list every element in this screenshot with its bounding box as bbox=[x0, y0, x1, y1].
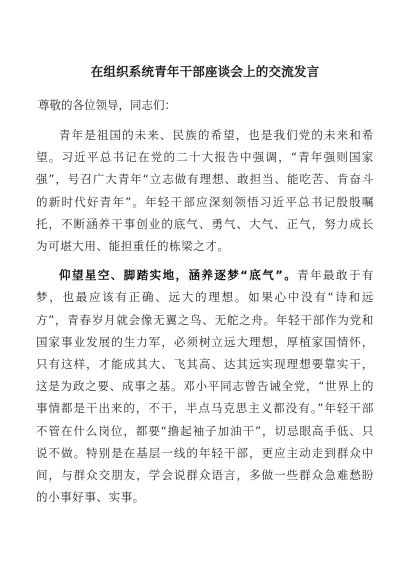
paragraph-1 bbox=[36, 124, 374, 257]
document-title: 在组织系统青年干部座谈会上的交流发言 bbox=[90, 64, 320, 79]
salutation: 尊敬的各位领导，同志们： bbox=[38, 98, 176, 112]
paragraph-2-text: 青年最敢于有梦，也最应该有正确、远大的理想。如果心中没有“诗和远方”，青春岁月就会像无翼之鸟、无舵之舟。年轻干部作为党和国家事业发展的生力军，必须树立远大理想，厚植家国情怀，只有这样，才能成其大、飞其高、达其远实现理想要靠实干，这是为政之要、成事之基。邓小平同志曾告诫全党，“世界上的事情都是干出来的，不干，半点马克思主义都没有。”年轻干部不管在什么岗位，都要“撸起袖子加油干”，切忌眼高手低、只说不做。特别是在基层一线的年轻干部，更应主动走到群众中间，与群众交朋友，学会说群众语言，多做一些群众急难愁盼的小事好事、实事。 bbox=[36, 268, 375, 505]
paragraph-1-text: 青年是祖国的未来、民族的希望，也是我们党的未来和希望。习近平总书记在党的二十大报告中强调，“青年强则国家强”，号召广大青年“立志做有理想、敢担当、能吃苦、肯奋斗的新时代好青年”。年轻干部应深刻领悟习近平总书记殷殷嘱托，不断涵养干事创业的底气、勇气、大气、正气，努力成长为可堪大用、能担重任的栋梁之才。 bbox=[36, 128, 374, 254]
paragraph-2 bbox=[36, 264, 374, 508]
paragraph-2-lead: 仰望星空、脚踏实地，涵养逐梦“底气”。 bbox=[59, 268, 298, 283]
